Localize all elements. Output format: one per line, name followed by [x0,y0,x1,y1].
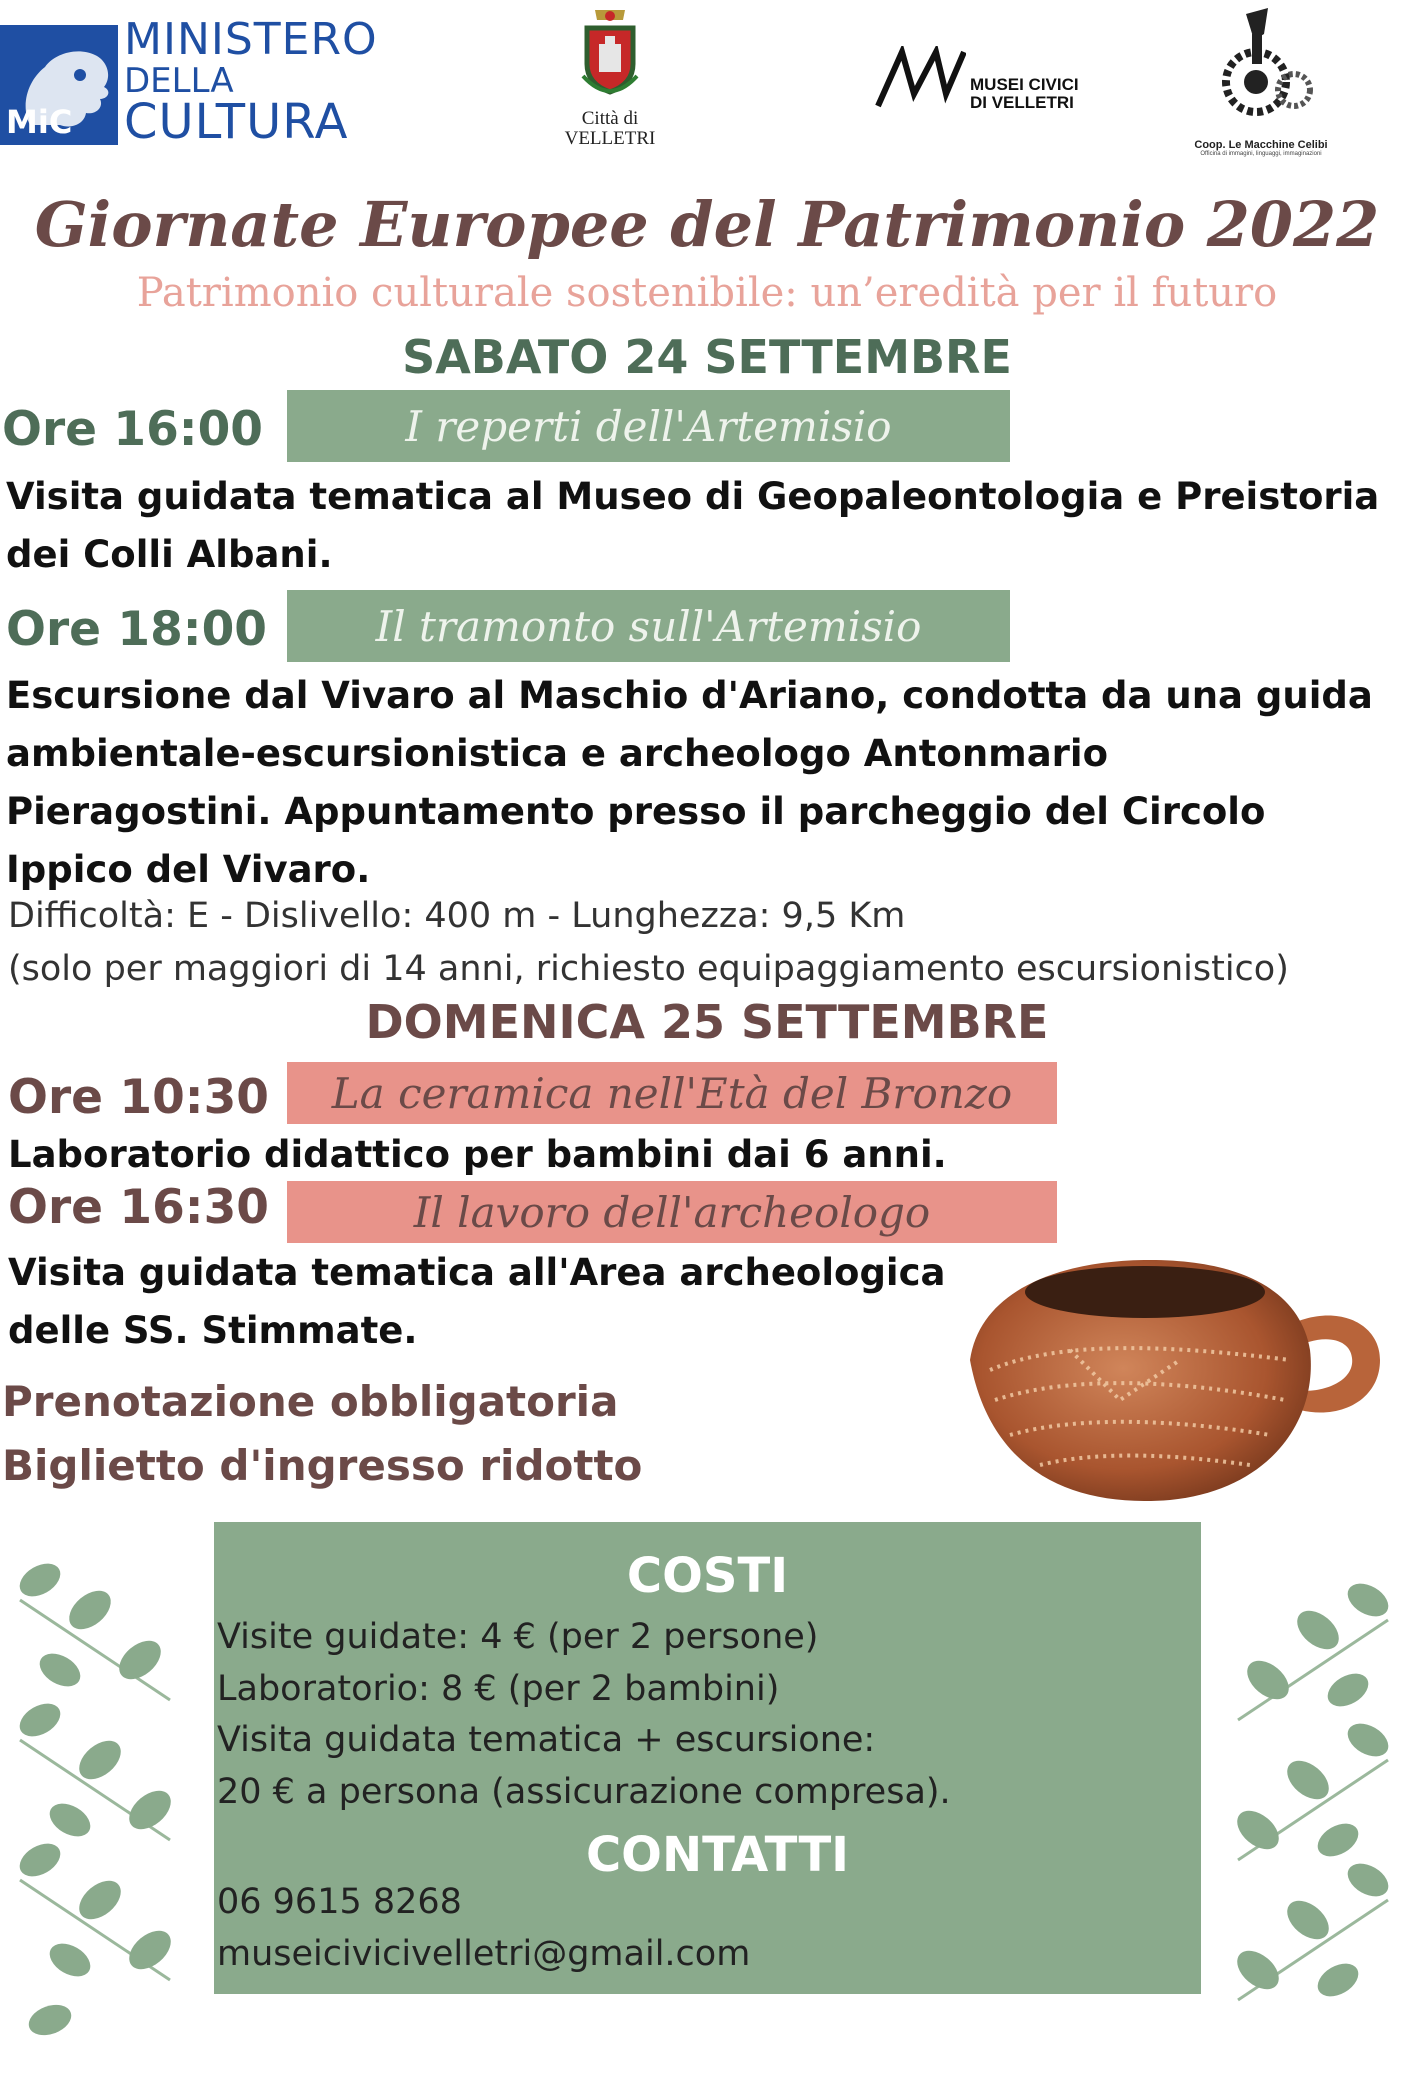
desc-line: delle SS. Stimmate. [8,1309,418,1352]
event-title-pill: La ceramica nell'Età del Bronzo [287,1062,1057,1124]
cost-line: Visita guidata tematica + escursione: [217,1720,876,1760]
musei-line2: DI VELLETRI [970,92,1074,112]
event-time: Ore 16:30 [8,1180,269,1235]
booking-line: Prenotazione obbligatoria [2,1377,619,1426]
ministry-line2: DELLA [124,61,234,101]
event-time: Ore 10:30 [8,1070,269,1125]
musei-line1: MUSEI CIVICI [970,75,1079,94]
machine-gear-icon [1206,4,1316,134]
desc-line: dei Colli Albani. [6,533,333,576]
event-description [8,1126,947,1184]
coop-tagline: Officina di immagini, linguaggi, immaginazioni [1200,151,1322,157]
booking-info [2,1370,642,1498]
page-title: Giornate Europee del Patrimonio 2022 [34,188,1380,261]
page-subtitle: Patrimonio culturale sostenibile: un’eredità per il futuro [136,270,1278,316]
desc-line: Laboratorio didattico per bambini dai 6 anni. [8,1133,947,1176]
event-notes [8,890,1289,996]
event-description [6,667,1373,899]
cost-line: Laboratorio: 8 € (per 2 bambini) [217,1669,780,1709]
cost-line: 20 € a persona (assicurazione compresa). [217,1772,951,1812]
ministry-wordmark [124,14,378,150]
mic-label: MiC [6,103,73,141]
event-title-pill: Il tramonto sull'Artemisio [287,590,1010,662]
mic-logo-mark [0,25,118,145]
event-title-pill: I reperti dell'Artemisio [287,390,1010,462]
desc-line: Escursione dal Vivaro al Maschio d'Ariano, condotta da una guida [6,674,1373,717]
contact-phone[interactable]: 06 9615 8268 [217,1882,462,1922]
booking-line: Biglietto d'ingresso ridotto [2,1441,643,1490]
coop-name: Coop. Le Macchine Celibi [1194,139,1328,151]
desc-line: ambientale-escursionistica e archeologo Antonmario [6,732,1109,775]
velletri-logo [555,0,665,149]
city-line2: VELLETRI [564,127,656,149]
desc-line: Visita guidata tematica all'Area archeologica [8,1251,946,1294]
city-line1: Città di [581,108,639,129]
event-title-pill: Il lavoro dell'archeologo [287,1181,1057,1243]
coop-logo [1186,4,1336,157]
event-description [6,468,1379,584]
musei-mark-icon [874,46,966,110]
desc-line: Pieragostini. Appuntamento presso il parcheggio del Circolo [6,790,1266,833]
leaf-branch-left-icon [0,1560,180,2060]
leaf-branch-right-icon [1228,1580,1408,2080]
event-time: Ore 16:00 [2,402,263,457]
contacts-heading: CONTATTI [585,1827,850,1883]
costs-heading: COSTI [626,1548,789,1604]
desc-line: Visita guidata tematica al Museo di Geopaleontologia e Preistoria [6,475,1380,518]
note-line: Difficoltà: E - Dislivello: 400 m - Lunghezza: 9,5 Km [8,896,906,936]
event-description [8,1244,946,1360]
event-time: Ore 18:00 [6,602,267,657]
sunday-heading: DOMENICA 25 SETTEMBRE [365,995,1049,1049]
ministry-line1: MINISTERO [124,14,378,65]
desc-line: Ippico del Vivaro. [6,848,371,891]
musei-civici-logo [874,46,1079,115]
contact-email[interactable]: museicivicivelletri@gmail.com [217,1934,751,1974]
costs-contacts-box [214,1522,1201,1994]
ministry-line3: CULTURA [124,94,349,150]
city-crest-icon [579,6,641,104]
cost-line: Visite guidate: 4 € (per 2 persone) [217,1617,819,1657]
saturday-heading: SABATO 24 SETTEMBRE [402,330,1012,384]
bronze-age-cup-image [950,1250,1400,1520]
note-line: (solo per maggiori di 14 anni, richiesto equipaggiamento escursionistico) [8,949,1289,989]
musei-text [970,76,1100,112]
